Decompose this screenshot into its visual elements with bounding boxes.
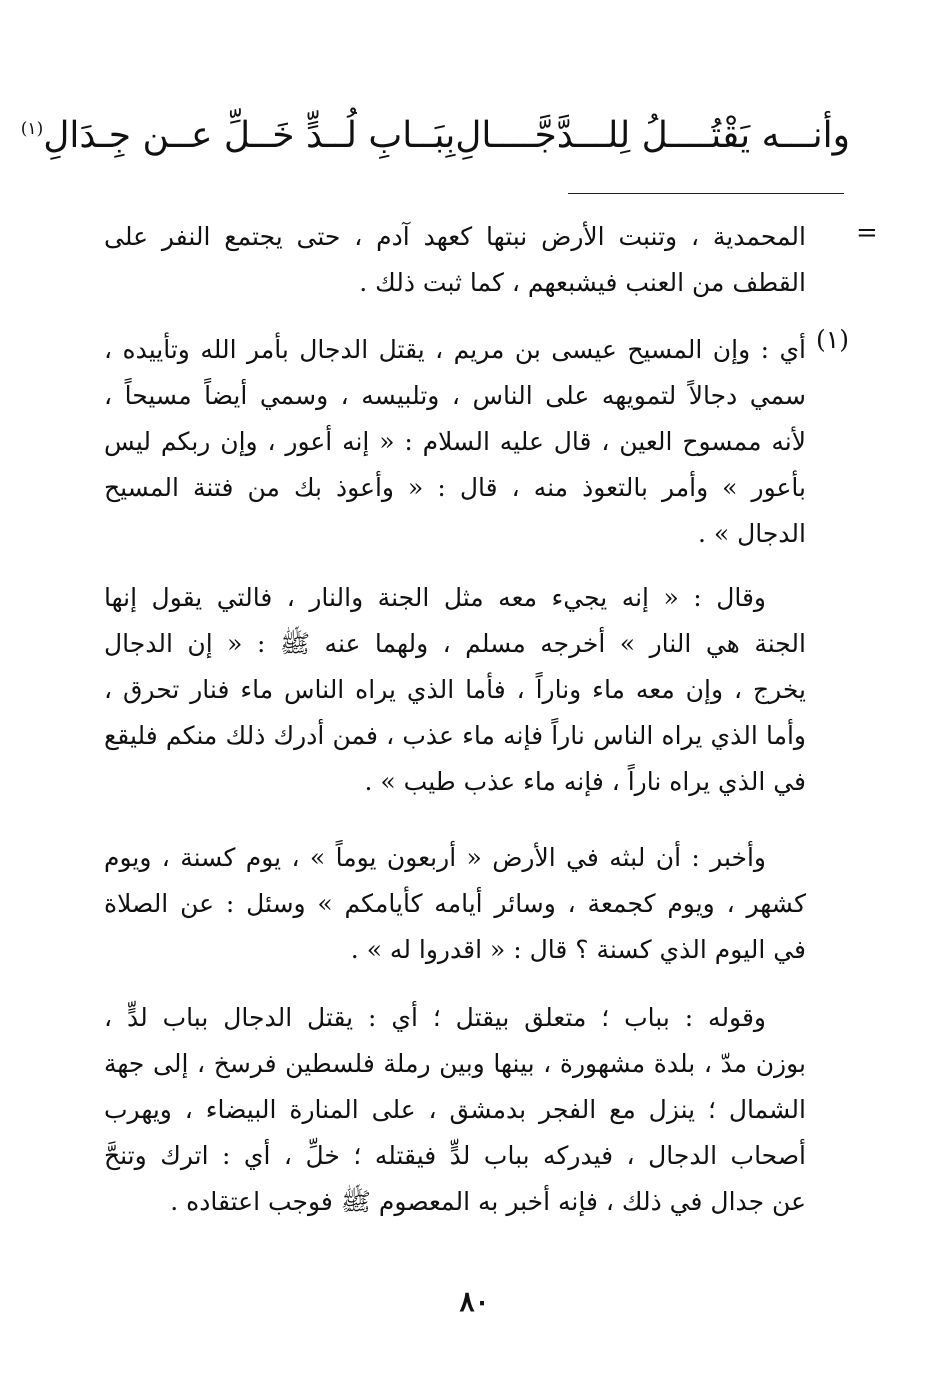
text-line: في اليوم الذي كسنة ؟ قال : « اقدروا له » . <box>350 935 806 964</box>
text-line: كشهر ، ويوم كجمعة ، وسائر أيامه كأيامكم » وسئل : عن الصلاة <box>104 889 806 918</box>
text-line: الشمال ؛ ينزل مع الفجر بدمشق ، على المنارة البيضاء ، ويهرب <box>104 1095 806 1124</box>
text-line: سمي دجالاً لتمويهه على الناس ، وتلبيسه ، وسمي أيضاً مسيحاً ، <box>104 381 806 410</box>
footnote-paragraph-3 <box>104 835 806 973</box>
text-line: وقوله : بباب ؛ متعلق بيقتل ؛ أي : يقتل الدجال بباب لدٍّ ، <box>104 1003 766 1032</box>
footnote-paragraph-2 <box>104 575 806 805</box>
text-line: بوزن مدّ ، بلدة مشهورة ، بينها وبين رملة فلسطين فرسخ ، إلى جهة <box>104 1049 806 1078</box>
text-line: لأنه ممسوح العين ، قال عليه السلام : « إنه أعور ، وإن ربكم ليس <box>104 427 806 456</box>
verse-left-hemistich: بِبَــابِ لُــدٍّ خَــلِّ عــن جِـدَالِ$^{(١)}$ <box>20 114 456 156</box>
text-line: بأعور » وأمر بالتعوذ منه ، قال : « وأعوذ بك من فتنة المسيح <box>104 473 806 502</box>
text-line: القطف من العنب فيشبعهم ، كما ثبت ذلك . <box>359 268 806 297</box>
text-line: عن جدال في ذلك ، فإنه أخبر به المعصوم ﷺ فوجب اعتقاده . <box>170 1187 806 1216</box>
continuation-mark: = <box>856 218 878 248</box>
footnote-paragraph-1 <box>104 327 806 557</box>
text-line: في الذي يراه ناراً ، فإنه ماء عذب طيب » . <box>364 767 806 796</box>
text-line: الجنة هي النار » أخرجه مسلم ، ولهما عنه ﷺ : « إن الدجال <box>104 629 806 658</box>
footnote-separator <box>568 193 844 194</box>
footnote-reference: (١) <box>20 118 44 139</box>
text-line: يخرج ، وإن معه ماء وناراً ، فأما الذي يراه الناس ماء فنار تحرق ، <box>104 675 806 704</box>
text-line: وأما الذي يراه الناس ناراً فإنه ماء عذب ، فمن أدرك ذلك منكم فليقع <box>104 721 806 750</box>
text-line: وقال : « إنه يجيء معه مثل الجنة والنار ، فالتي يقول إنها <box>104 583 766 612</box>
text-line: أي : وإن المسيح عيسى بن مريم ، يقتل الدجال بأمر الله وتأييده ، <box>104 335 806 364</box>
footnote-number: (١) <box>816 325 849 354</box>
poem-verse <box>20 100 850 170</box>
page-number: ٨٠ <box>459 1285 490 1318</box>
text-line: الدجال » . <box>697 519 806 548</box>
footnote-paragraph-4 <box>104 995 806 1225</box>
verse-right-hemistich: وأنـــه يَقْتُــــلُ لِلـــدَّجَّــــالِ <box>455 114 850 156</box>
footnote-continuation <box>104 214 806 306</box>
text-line: المحمدية ، وتنبت الأرض نبتها كعهد آدم ، حتى يجتمع النفر على <box>104 222 806 251</box>
text-line: أصحاب الدجال ، فيدركه بباب لدٍّ فيقتله ؛ خلِّ ، أي : اترك وتنحَّ <box>104 1141 806 1170</box>
text-line: وأخبر : أن لبثه في الأرض « أربعون يوماً » ، يوم كسنة ، ويوم <box>104 843 766 872</box>
